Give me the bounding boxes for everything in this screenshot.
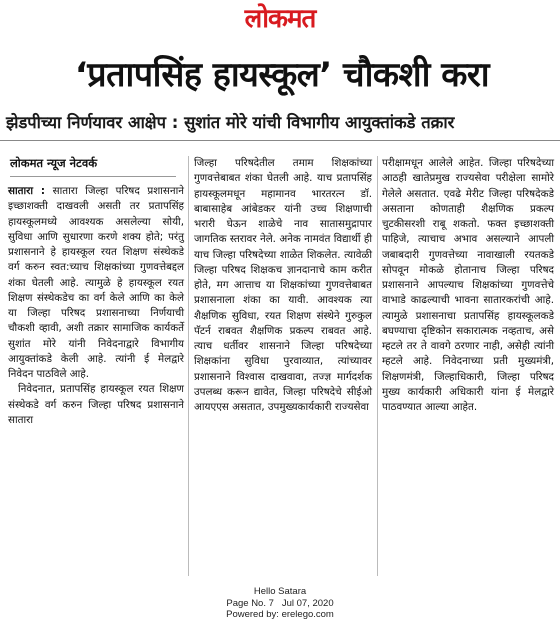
masthead <box>0 4 560 34</box>
divider <box>0 140 560 141</box>
paragraph-text: सातारा जिल्हा परिषद प्रशासनाने इच्छाशक्ती दाखवली असती तर प्रतापसिंह हायस्कूलमध्ये आवश्यक असलेल्या सोयी, सुविधा आणि सुधारणा करणे शक्य होते; परंतु प्रशासनाने हे हायस्कूल रयत शिक्षण संस्थेकडे वर्ग करुन स्वत:च्याच शिक्षकांच्या गुणवत्तेबद्दल शंका घेतली आहे. त्यामुळे हे हायस्कूल रयत शिक्षण संस्थेकडेच का वर्ग केले आणि का केले या जिल्हा परिषद प्रशासनाच्या निर्णयाची चौकशी व्हावी, अशी तक्रार सामाजिक कार्यकर्ते सुशांत मोरे यांनी निवेदनाद्वारे विभागीय आयुक्तांकडे केली आहे. त्यांनी ई मेलद्वारे निवेदन पाठविले आहे. <box>8 185 184 380</box>
headline: ‘प्रतापसिंह हायस्कूल’ चौकशी करा <box>74 55 490 95</box>
page-number: Page No. 7 <box>226 597 274 609</box>
deck-subheadline: झेडपीच्या निर्णयावर आक्षेप : सुशांत मोरे यांची विभागीय आयुक्तांकडे तक्रार <box>6 113 455 132</box>
lokmat-logo: लोकमत <box>244 4 316 34</box>
page-info <box>0 598 560 610</box>
paragraph <box>8 184 184 382</box>
article-column-2 <box>194 156 372 415</box>
dateline: सातारा : <box>8 185 46 197</box>
article-column-3 <box>382 156 554 415</box>
paragraph: जिल्हा परिषदेतील तमाम शिक्षकांच्या गुणवत्तेबाबत शंका घेतली आहे. याच प्रतापसिंह हायस्कूलमधून महामानव भारतरत्न डॉ. बाबासाहेब आंबेडकर यांनी उच्च शिक्षणाची भरारी घेऊन शाळेचे नाव सातासमुद्रापार जागतिक स्तरावर नेले. अनेक नामवंत विद्यार्थी ही याच जिल्हा परिषदेच्या शाळेत शिकलेत. त्यावेळी जिल्हा परिषद शिक्षकच ज्ञानदानाचे काम करीत होते, मग आत्ताच या शिक्षकांच्या गुणवत्तेबाबत प्रशासनाला शंका का यावी. आवश्यक त्या शैक्षणिक सुविधा, रयत शिक्षण संस्थेने गुरुकुल पॅटर्न राबवत शैक्षणिक प्रकल्प राबवत आहे. त्याच धर्तीवर शासनाने जिल्हा परिषदेच्या शिक्षकांना सुविधा पुरवाव्यात, त्यांच्यावर प्रशासनाने विश्वास दाखवावा, तज्ज्ञ मार्गदर्शक उपलब्ध करून द्यावेत, जिल्हा परिषदेचे सीईओ आयएएस असतात, उपमुख्यकार्यकारी राज्यसेवा <box>194 157 372 413</box>
byline-divider <box>10 176 176 177</box>
page-footer <box>0 586 560 621</box>
paragraph: निवेदनात, प्रतापसिंह हायस्कूल रयत शिक्षण संस्थेकडे वर्ग करुन जिल्हा परिषद प्रशासनाने सातारा <box>8 383 184 426</box>
column-divider <box>188 156 189 576</box>
publish-date: Jul 07, 2020 <box>281 597 334 609</box>
paragraph: परीक्षामधून आलेले आहेत. जिल्हा परिषदेच्या आठही खातेप्रमुख राज्यसेवा परीक्षेला सामोरे गेलेले असतात. एवढे मेरीट जिल्हा परिषदेकडे असताना कोणताही शैक्षणिक प्रकल्प चुटकीसरशी राबू शकतो. फक्त इच्छाशक्ती पाहिजे, त्याचाच अभाव असल्याने आपली जबाबदारी गुणवत्तेच्या नावाखाली रयतकडे सोपवून मोकळे होतानाच जिल्हा परिषद प्रशासनाने आपल्याच शिक्षकांच्या गुणवत्तेचे वाभाडे काढल्याची भावना सातारकरांची आहे. त्यामुळे प्रशासनाचा प्रतापसिंह हायस्कूलकडे बघण्याचा दृष्टिकोन सकारात्मक नव्हताच, असे म्हटले तर ते वावगे ठरणार नाही, असेही त्यांनी म्हटले आहे. निवेदनाच्या प्रती मुख्यमंत्री, शिक्षणमंत्री, जिल्हाधिकारी, जिल्हा परिषद मुख्य कार्यकारी अधिकारी यांना ई मेलद्वारे पाठवण्यात आल्या आहेत. <box>382 157 554 413</box>
powered-by: Powered by: erelego.com <box>226 609 334 620</box>
article-column-1 <box>8 184 184 428</box>
byline: लोकमत न्यूज नेटवर्क <box>10 156 98 170</box>
column-divider <box>377 156 378 576</box>
edition-name: Hello Satara <box>253 586 307 597</box>
